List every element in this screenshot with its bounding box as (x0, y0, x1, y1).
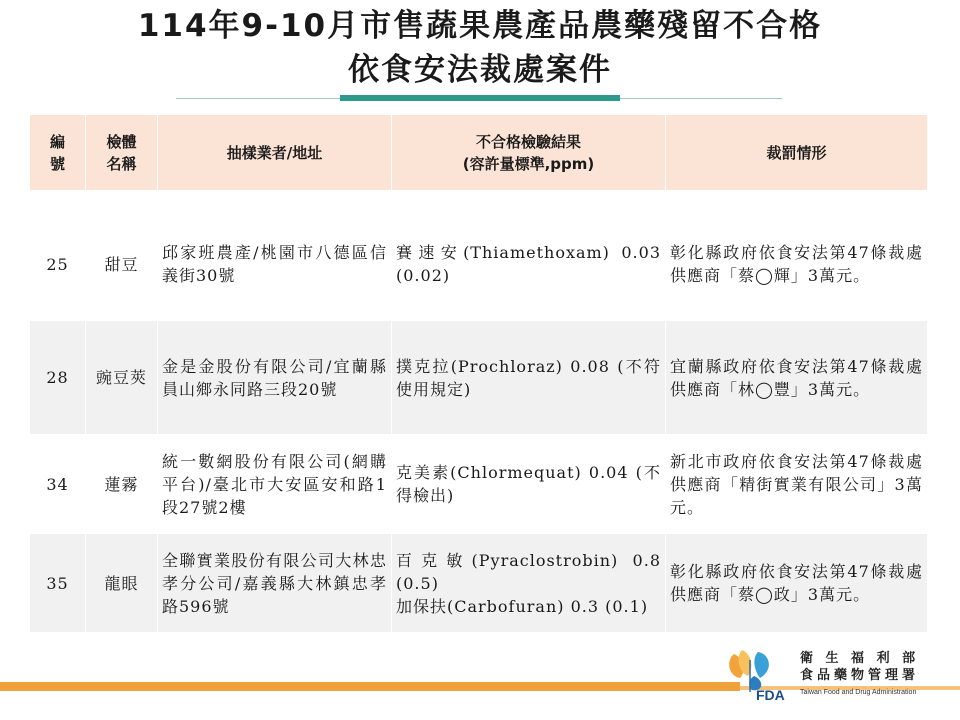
header-vendor: 抽樣業者/地址 (158, 115, 392, 191)
svg-text:FDA: FDA (756, 687, 785, 702)
cell-no: 25 (30, 208, 86, 321)
cell-item: 蓮霧 (86, 435, 158, 534)
cell-item: 甜豆 (86, 208, 158, 321)
table-spacer-row (30, 191, 928, 208)
page-title-line1: 114年9-10月市售蔬果農產品農藥殘留不合格 (137, 8, 823, 44)
spacer-cell (392, 191, 666, 208)
spacer-cell (158, 191, 392, 208)
header-no: 編 號 (30, 115, 86, 191)
footer-orange-bar (0, 682, 740, 691)
spacer-cell (666, 191, 928, 208)
cell-vendor: 全聯實業股份有限公司大林忠孝分公司/嘉義縣大林鎮忠孝路596號 (158, 534, 392, 633)
fda-org-name-en: Taiwan Food and Drug Administration (800, 689, 917, 696)
page-title-line2: 依食安法裁處案件 (348, 52, 612, 88)
table-row (30, 534, 928, 633)
org-line2: 食品藥物管理署 (800, 668, 920, 683)
cell-vendor: 邱家班農產/桃園市八德區信義街30號 (158, 208, 392, 321)
fda-butterfly-icon (724, 646, 794, 702)
cell-vendor: 金是金股份有限公司/宜蘭縣員山鄉永同路三段20號 (158, 321, 392, 435)
cell-result: 百克敏(Pyraclostrobin) 0.8 (0.5) 加保扶(Carbofuran) 0.3 (0.1) (392, 534, 666, 633)
cell-result: 賽速安(Thiamethoxam) 0.03 (0.02) (392, 208, 666, 321)
cell-penalty: 彰化縣政府依食安法第47條裁處供應商「蔡◯輝」3萬元。 (666, 208, 928, 321)
table-row (30, 208, 928, 321)
fda-logo (724, 646, 956, 702)
fda-org-name-zh (800, 650, 960, 684)
table-header-row (30, 115, 928, 191)
cell-vendor: 統一數網股份有限公司(網購平台)/臺北市大安區安和路1段27號2樓 (158, 435, 392, 534)
cell-item: 豌豆莢 (86, 321, 158, 435)
spacer-cell (30, 191, 86, 208)
spacer-cell (86, 191, 158, 208)
cell-no: 35 (30, 534, 86, 633)
table-row (30, 435, 928, 534)
header-penalty: 裁罰情形 (666, 115, 928, 191)
org-line1: 衛 生 福 利 部 (800, 651, 920, 666)
cell-penalty: 彰化縣政府依食安法第47條裁處供應商「蔡◯政」3萬元。 (666, 534, 928, 633)
cell-result: 撲克拉(Prochloraz) 0.08 (不符使用規定) (392, 321, 666, 435)
cell-penalty: 新北市政府依食安法第47條裁處供應商「精街實業有限公司」3萬元。 (666, 435, 928, 534)
cell-item: 龍眼 (86, 534, 158, 633)
header-item: 檢體 名稱 (86, 115, 158, 191)
cell-no: 34 (30, 435, 86, 534)
cell-penalty: 宜蘭縣政府依食安法第47條裁處供應商「林◯豐」3萬元。 (666, 321, 928, 435)
cell-result: 克美素(Chlormequat) 0.04 (不得檢出) (392, 435, 666, 534)
title-divider-accent (340, 95, 620, 101)
cell-no: 28 (30, 321, 86, 435)
header-result: 不合格檢驗結果 (容許量標準,ppm) (392, 115, 666, 191)
violation-table (30, 115, 928, 633)
table-row (30, 321, 928, 435)
